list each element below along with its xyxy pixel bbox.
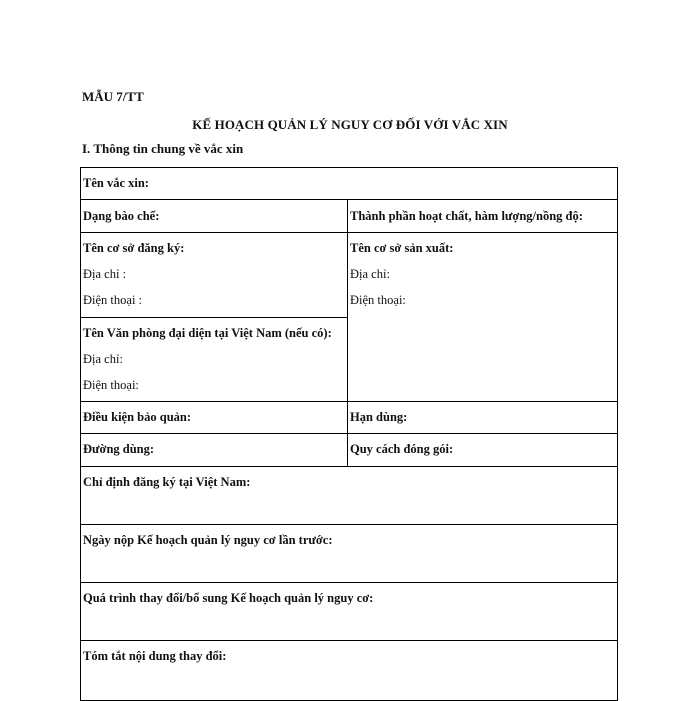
table-row bbox=[81, 233, 618, 402]
table-row bbox=[81, 434, 618, 467]
manufacturer-label: Tên cơ sở sản xuất: bbox=[350, 241, 454, 255]
indication-cell bbox=[81, 467, 618, 525]
registrant-representative-cell bbox=[81, 233, 348, 402]
dosage-form-cell bbox=[81, 200, 348, 233]
representative-phone-label: Điện thoại: bbox=[83, 378, 139, 392]
previous-submission-cell bbox=[81, 525, 618, 583]
route-label: Đường dùng: bbox=[83, 442, 155, 456]
indication-label: Chỉ định đăng ký tại Việt Nam: bbox=[83, 475, 251, 489]
form-code: MẪU 7/TT bbox=[82, 89, 144, 104]
registrant-label: Tên cơ sở đăng ký: bbox=[83, 241, 185, 255]
representative-label: Tên Văn phòng đại diện tại Việt Nam (nếu có): bbox=[83, 326, 332, 340]
shelf-life-label: Hạn dùng: bbox=[350, 410, 408, 424]
table-row bbox=[81, 467, 618, 525]
registrant-phone-label: Điện thoại : bbox=[83, 293, 143, 307]
table-row bbox=[81, 525, 618, 583]
manufacturer-phone-label: Điện thoại: bbox=[350, 293, 406, 307]
manufacturer-address-label: Địa chỉ: bbox=[350, 267, 390, 281]
shelf-life-cell bbox=[348, 402, 618, 434]
packaging-cell bbox=[348, 434, 618, 467]
document-title: KẾ HOẠCH QUẢN LÝ NGUY CƠ ĐỐI VỚI VẮC XIN bbox=[192, 117, 508, 132]
representative-block bbox=[81, 318, 347, 401]
previous-submission-label: Ngày nộp Kế hoạch quản lý nguy cơ lần trước: bbox=[83, 533, 333, 547]
vaccine-name-cell bbox=[81, 168, 618, 200]
dosage-form-label: Dạng bào chế: bbox=[83, 209, 160, 223]
table-row bbox=[81, 641, 618, 701]
registrant-block bbox=[81, 233, 347, 318]
table-row bbox=[81, 583, 618, 641]
route-cell bbox=[81, 434, 348, 467]
table-row bbox=[81, 402, 618, 434]
section-heading: I. Thông tin chung về vắc xin bbox=[82, 141, 244, 156]
registrant-address-label: Địa chỉ : bbox=[83, 267, 127, 281]
packaging-label: Quy cách đóng gói: bbox=[350, 442, 454, 456]
vaccine-info-table bbox=[80, 167, 618, 701]
change-history-label: Quá trình thay đổi/bổ sung Kế hoạch quản lý nguy cơ: bbox=[83, 591, 374, 605]
change-history-cell bbox=[81, 583, 618, 641]
change-summary-label: Tóm tắt nội dung thay đổi: bbox=[83, 649, 227, 663]
storage-label: Điều kiện bảo quản: bbox=[83, 410, 192, 424]
composition-cell bbox=[348, 200, 618, 233]
storage-cell bbox=[81, 402, 348, 434]
manufacturer-cell bbox=[348, 233, 618, 402]
composition-label: Thành phần hoạt chất, hàm lượng/nồng độ: bbox=[350, 209, 583, 223]
table-row bbox=[81, 200, 618, 233]
change-summary-cell bbox=[81, 641, 618, 701]
table-row bbox=[81, 168, 618, 200]
vaccine-name-label: Tên vắc xin: bbox=[83, 176, 149, 190]
representative-address-label: Địa chỉ: bbox=[83, 352, 123, 366]
